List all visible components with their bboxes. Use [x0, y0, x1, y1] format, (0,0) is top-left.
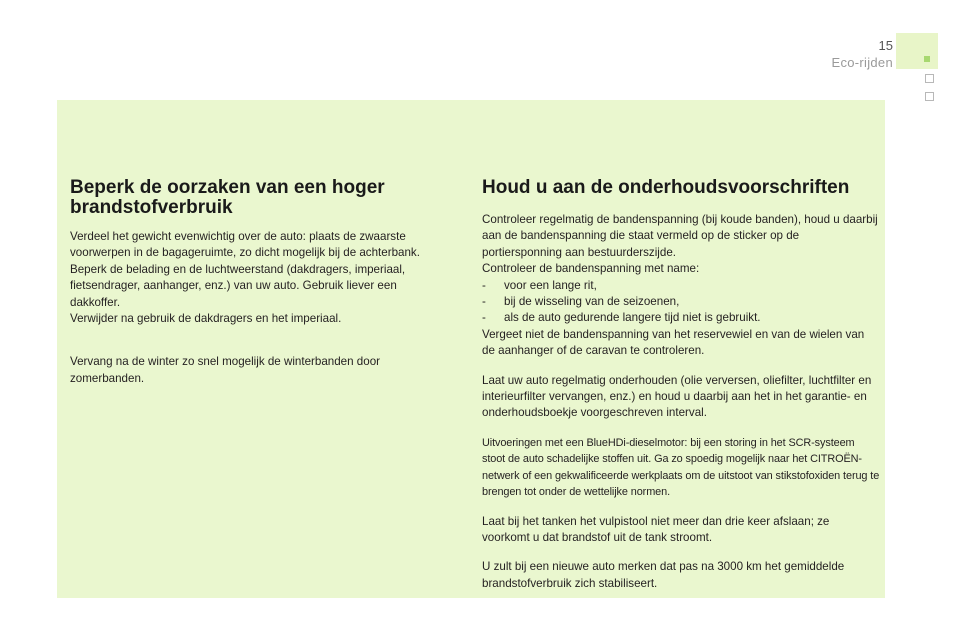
- list-item-text: bij de wisseling van de seizoenen,: [504, 295, 680, 309]
- left-paragraph-roof-racks: Verwijder na gebruik de dakdragers en het imperiaal.: [70, 312, 342, 326]
- left-heading: Beperk de oorzaken van een hoger brandstofverbruik: [70, 177, 385, 218]
- right-paragraph-maintenance: Laat uw auto regelmatig onderhouden (olie verversen, oliefilter, luchtfilter en interieurfilter vervangen, enz.) en houd u daarbij aan het in het garantie- en onderhoudsboekje voorgeschreven interval.: [482, 373, 872, 420]
- list-item: [482, 294, 880, 310]
- list-item-text: voor een lange rit,: [504, 278, 597, 292]
- chapter-tab-empty-icon: [925, 74, 934, 83]
- chapter-tab-empty-icon: [925, 92, 934, 101]
- list-dash: -: [482, 311, 486, 325]
- right-paragraph-check-intro: Controleer de bandenspanning met name:: [482, 262, 700, 276]
- right-column: [482, 178, 880, 592]
- right-paragraph-bluehdi: Uitvoeringen met een BlueHDi-dieselmotor: bij een storing in het SCR-systeem stoot de auto schadelijke stoffen uit. Ga zo spoedig mogelijk naar het CITROËN-netwerk of een gekwalificeerde werkplaats om de uitstoot van stikstofoxiden terug te brengen tot onder de wettelijke normen.: [482, 436, 880, 499]
- list-item-text: als de auto gedurende langere tijd niet is gebruikt.: [504, 311, 761, 325]
- right-paragraph-pressure: Controleer regelmatig de bandenspanning (bij koude banden), houd u daarbij aan de bandenspanning die staat vermeld op de sticker op de portiersponning aan bestuurderszijde.: [482, 213, 878, 259]
- right-heading: Houd u aan de onderhoudsvoorschriften: [482, 177, 850, 198]
- right-paragraph-new-car: U zult bij een nieuwe auto merken dat pas na 3000 km het gemiddelde brandstofverbruik zich stabiliseert.: [482, 560, 845, 590]
- page-number: 15: [878, 38, 893, 53]
- chapter-tab-marker-icon: [924, 56, 930, 62]
- chapter-tab-active: [896, 33, 938, 69]
- list-item: [482, 310, 880, 326]
- left-paragraph-weight: Verdeel het gewicht evenwichtig over de auto: plaats de zwaarste voorwerpen in de bagageruimte, zo dicht mogelijk bij de achterbank. Beperk de belading en de luchtweerstand (dakdragers, imperiaal, fietsendrager, aanhanger, enz.) van uw auto. Gebruik liever een dakkoffer.: [70, 230, 420, 309]
- section-label: Eco-rijden: [831, 55, 893, 70]
- left-paragraph-tyres: Vervang na de winter zo snel mogelijk de winterbanden door zomerbanden.: [70, 355, 381, 385]
- right-paragraph-spare-wheel: Vergeet niet de bandenspanning van het reservewiel en van de wielen van de aanhanger of de caravan te controleren.: [482, 327, 865, 358]
- list-dash: -: [482, 278, 486, 292]
- right-paragraph-refuelling: Laat bij het tanken het vulpistool niet meer dan drie keer afslaan; ze voorkomt u dat brandstof uit de tank stroomt.: [482, 514, 830, 544]
- list-item: [482, 278, 880, 294]
- check-list: [482, 278, 880, 327]
- list-dash: -: [482, 295, 486, 309]
- left-column: [70, 178, 450, 387]
